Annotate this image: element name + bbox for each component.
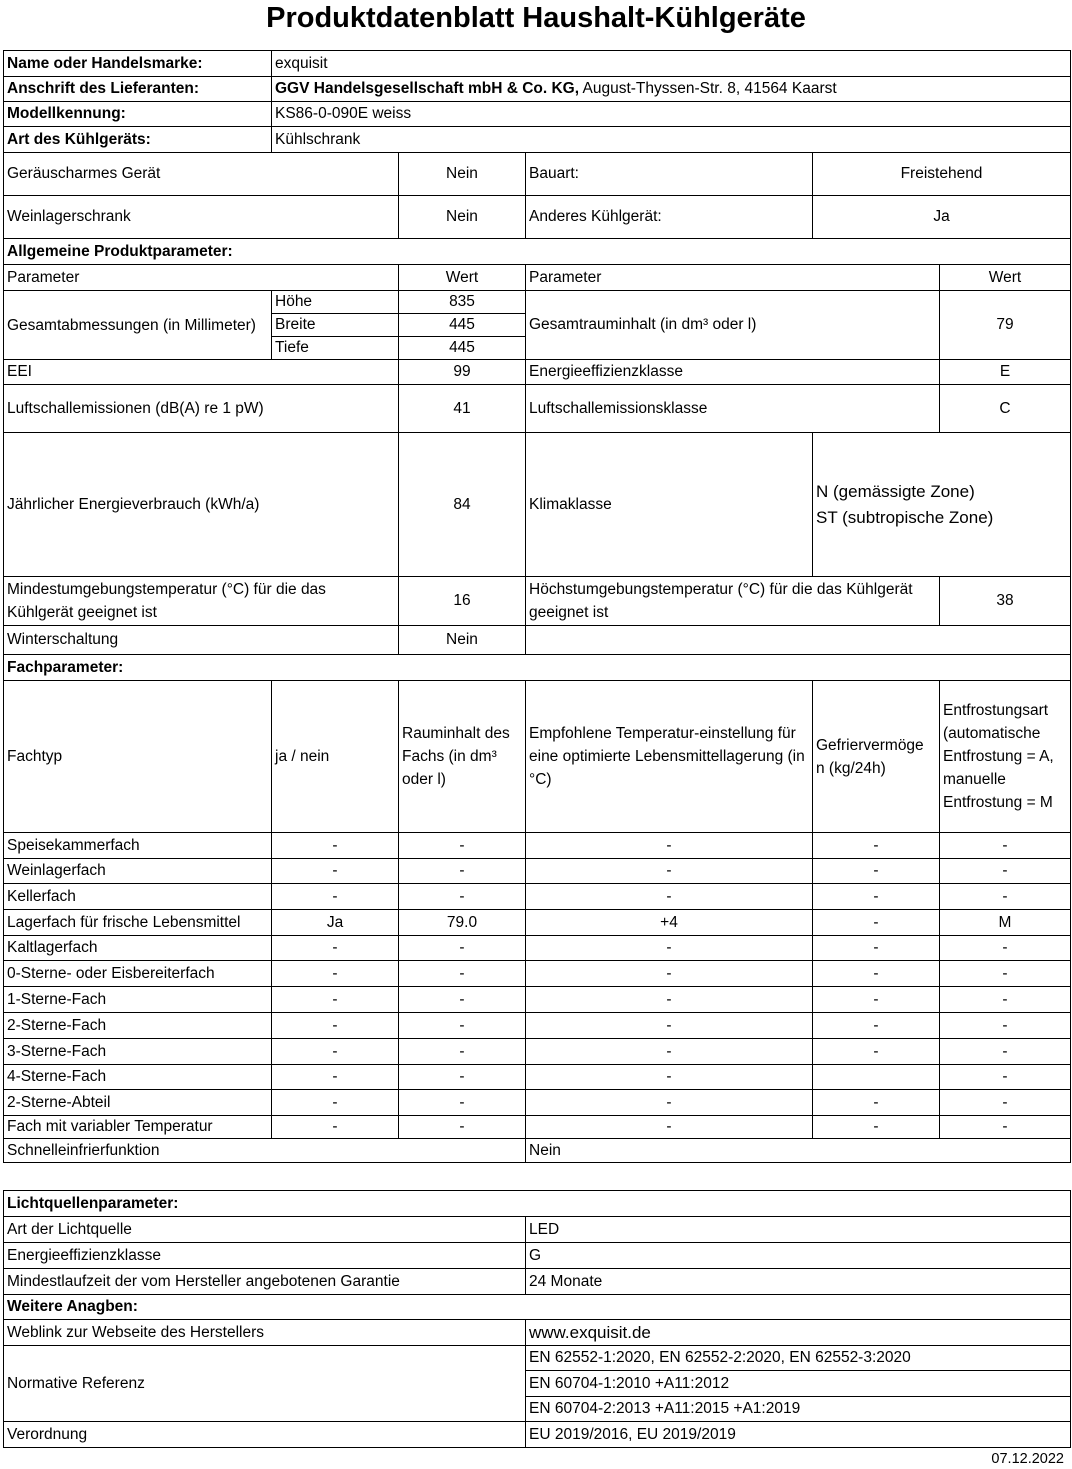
param-header-left: Parameter: [4, 265, 399, 291]
col-header-volume: Rauminhalt des Fachs (in dm³ oder l): [399, 681, 526, 833]
param-header-right: Parameter: [526, 265, 940, 291]
model-label: Modellkennung:: [4, 102, 272, 127]
compartment-value-cell: -: [272, 1090, 399, 1116]
compartment-value-cell: -: [813, 1090, 940, 1116]
compartment-value-cell: 79.0: [399, 910, 526, 936]
compartment-type-cell: 3-Sterne-Fach: [4, 1039, 272, 1065]
compartment-value-cell: -: [526, 1039, 813, 1065]
address-company: GGV Handelsgesellschaft mbH & Co. KG,: [275, 80, 580, 97]
compartment-value-cell: -: [526, 859, 813, 884]
compartment-value-cell: M: [940, 910, 1071, 936]
compartment-type-cell: 0-Sterne- oder Eisbereiterfach: [4, 961, 272, 987]
other-appliance-value: Ja: [813, 196, 1071, 239]
design-value: Freistehend: [813, 153, 1071, 196]
norm-value-2: EN 60704-1:2010 +A11:2012: [526, 1371, 1071, 1397]
compartment-type-cell: 2-Sterne-Fach: [4, 1013, 272, 1039]
compartment-value-cell: -: [526, 1065, 813, 1090]
norm-label: Normative Referenz: [4, 1346, 526, 1422]
compartment-value-cell: -: [940, 961, 1071, 987]
wine-cabinet-label: Weinlagerschrank: [4, 196, 399, 239]
compartment-value-cell: -: [813, 910, 940, 936]
compartment-value-cell: -: [813, 884, 940, 910]
compartment-value-cell: -: [940, 833, 1071, 859]
norm-value-3: EN 60704-2:2013 +A11:2015 +A1:2019: [526, 1397, 1071, 1422]
depth-value: 445: [399, 337, 526, 360]
compartment-value-cell: -: [272, 1039, 399, 1065]
table-row: [4, 1065, 1071, 1090]
low-noise-value: Nein: [399, 153, 526, 196]
height-label: Höhe: [272, 291, 399, 314]
table-row: [4, 859, 1071, 884]
compartment-value-cell: -: [813, 1013, 940, 1039]
compartment-type-cell: 2-Sterne-Abteil: [4, 1090, 272, 1116]
compartment-value-cell: -: [940, 859, 1071, 884]
volume-value: 79: [940, 291, 1071, 360]
col-header-temperature: Empfohlene Temperatur-einstellung für eine optimierte Lebensmittellagerung (in °C): [526, 681, 813, 833]
compartment-value-cell: -: [526, 1013, 813, 1039]
compartment-value-cell: -: [940, 936, 1071, 961]
compartment-value-cell: -: [399, 961, 526, 987]
compartment-value-cell: -: [399, 884, 526, 910]
compartment-rows: [4, 833, 1071, 1139]
table-row: [4, 936, 1071, 961]
col-header-defrost: Entfrostungsart (automatische Entfrostung = A, manuelle Entfrostung = M: [940, 681, 1071, 833]
climate-value: [813, 433, 1071, 577]
address-street: August-Thyssen-Str. 8, 41564 Kaarst: [579, 80, 837, 97]
noise-class-label: Luftschallemissionsklasse: [526, 385, 940, 433]
compartment-value-cell: -: [940, 1065, 1071, 1090]
compartment-value-cell: -: [272, 936, 399, 961]
width-label: Breite: [272, 314, 399, 337]
wine-cabinet-value: Nein: [399, 196, 526, 239]
brand-label: Name oder Handelsmarke:: [4, 51, 272, 77]
compartment-value-cell: -: [813, 1116, 940, 1139]
compartment-value-cell: -: [272, 1013, 399, 1039]
more-heading: Weitere Anagben:: [4, 1295, 1071, 1320]
annual-energy-value: 84: [399, 433, 526, 577]
warranty-label: Mindestlaufzeit der vom Hersteller angebotenen Garantie: [4, 1269, 526, 1295]
compartment-value-cell: -: [940, 1090, 1071, 1116]
compartment-value-cell: -: [399, 1013, 526, 1039]
norm-value-1: EN 62552-1:2020, EN 62552-2:2020, EN 62552-3:2020: [526, 1346, 1071, 1371]
climate-value-2: ST (subtropische Zone): [816, 507, 994, 527]
compartment-value-cell: -: [399, 1116, 526, 1139]
compartment-value-cell: -: [813, 961, 940, 987]
regulation-value: EU 2019/2016, EU 2019/2019: [526, 1422, 1071, 1448]
noise-value: 41: [399, 385, 526, 433]
light-class-value: G: [526, 1243, 1071, 1269]
table-row: [4, 1090, 1071, 1116]
compartment-value-cell: +4: [526, 910, 813, 936]
compartment-value-cell: -: [272, 859, 399, 884]
min-temp-label: Mindestumgebungstemperatur (°C) für die das Kühlgerät geeignet ist: [4, 577, 399, 626]
address-label: Anschrift des Lieferanten:: [4, 77, 272, 102]
climate-value-1: N (gemässigte Zone): [816, 481, 975, 501]
depth-label: Tiefe: [272, 337, 399, 360]
brand-value: exquisit: [272, 51, 1071, 77]
light-table: [3, 1190, 1071, 1448]
compartment-type-cell: Lagerfach für frische Lebensmittel: [4, 910, 272, 936]
eei-label: EEI: [4, 360, 399, 385]
appliance-type-label: Art des Kühlgeräts:: [4, 127, 272, 153]
winter-label: Winterschaltung: [4, 626, 399, 655]
table-row: [4, 910, 1071, 936]
table-row: [4, 1039, 1071, 1065]
compartment-value-cell: -: [272, 833, 399, 859]
compartment-value-cell: -: [399, 833, 526, 859]
table-row: [4, 987, 1071, 1013]
table-row: [4, 884, 1071, 910]
table-row: [4, 1013, 1071, 1039]
compartment-value-cell: -: [399, 1090, 526, 1116]
min-temp-value: 16: [399, 577, 526, 626]
energy-class-value: E: [940, 360, 1071, 385]
width-value: 445: [399, 314, 526, 337]
value-header-right: Wert: [940, 265, 1071, 291]
compartment-value-cell: -: [813, 1039, 940, 1065]
compartment-value-cell: -: [399, 1065, 526, 1090]
eei-value: 99: [399, 360, 526, 385]
low-noise-label: Geräuscharmes Gerät: [4, 153, 399, 196]
light-class-label: Energieeffizienzklasse: [4, 1243, 526, 1269]
table-row: [4, 961, 1071, 987]
max-temp-label: Höchstumgebungstemperatur (°C) für die das Kühlgerät geeignet ist: [526, 577, 940, 626]
compartment-type-cell: Kaltlagerfach: [4, 936, 272, 961]
compartment-value-cell: -: [526, 987, 813, 1013]
compartment-value-cell: -: [526, 1090, 813, 1116]
compartment-type-cell: Fach mit variabler Temperatur: [4, 1116, 272, 1139]
compartment-value-cell: -: [526, 936, 813, 961]
value-header-left: Wert: [399, 265, 526, 291]
compartment-value-cell: -: [399, 859, 526, 884]
warranty-value: 24 Monate: [526, 1269, 1071, 1295]
compartment-value-cell: -: [813, 936, 940, 961]
dimensions-label: Gesamtabmessungen (in Millimeter): [4, 291, 272, 360]
design-label: Bauart:: [526, 153, 813, 196]
compartment-value-cell: -: [272, 1065, 399, 1090]
compartment-value-cell: -: [526, 833, 813, 859]
compartment-value-cell: -: [272, 1116, 399, 1139]
annual-energy-label: Jährlicher Energieverbrauch (kWh/a): [4, 433, 399, 577]
compartment-value-cell: -: [272, 884, 399, 910]
compartment-value-cell: -: [399, 936, 526, 961]
model-value: KS86-0-090E weiss: [272, 102, 1071, 127]
noise-class-value: C: [940, 385, 1071, 433]
compartment-value-cell: -: [940, 1116, 1071, 1139]
page-title: Produktdatenblatt Haushalt-Kühlgeräte: [266, 2, 806, 34]
compartment-type-cell: 4-Sterne-Fach: [4, 1065, 272, 1090]
compartment-type-cell: Speisekammerfach: [4, 833, 272, 859]
document-date: 07.12.2022: [991, 1451, 1064, 1467]
datasheet-table: [3, 50, 1071, 1163]
height-value: 835: [399, 291, 526, 314]
volume-label: Gesamtrauminhalt (in dm³ oder l): [526, 291, 940, 360]
compartment-value-cell: -: [272, 961, 399, 987]
compartment-value-cell: -: [526, 1116, 813, 1139]
table-row: [4, 833, 1071, 859]
climate-label: Klimaklasse: [526, 433, 813, 577]
light-type-value: LED: [526, 1217, 1071, 1243]
fast-freeze-value: Nein: [526, 1139, 1071, 1163]
compartment-value-cell: -: [940, 884, 1071, 910]
noise-label: Luftschallemissionen (dB(A) re 1 pW): [4, 385, 399, 433]
energy-class-label: Energieeffizienzklasse: [526, 360, 940, 385]
table-row: [4, 1116, 1071, 1139]
compartment-value-cell: -: [940, 1013, 1071, 1039]
fast-freeze-label: Schnelleinfrierfunktion: [4, 1139, 526, 1163]
col-header-type: Fachtyp: [4, 681, 272, 833]
compartment-value-cell: -: [526, 884, 813, 910]
empty-cell: [526, 626, 1071, 655]
compartment-type-cell: 1-Sterne-Fach: [4, 987, 272, 1013]
light-heading: Lichtquellenparameter:: [4, 1191, 1071, 1217]
compartment-value-cell: -: [526, 961, 813, 987]
address-value: [272, 77, 1071, 102]
compartment-type-cell: Kellerfach: [4, 884, 272, 910]
compartment-value-cell: -: [399, 987, 526, 1013]
general-heading: Allgemeine Produktparameter:: [4, 239, 1071, 265]
compartment-value-cell: -: [813, 987, 940, 1013]
compartment-value-cell: -: [813, 833, 940, 859]
compartment-value-cell: -: [272, 987, 399, 1013]
weblink-value[interactable]: www.exquisit.de: [526, 1320, 1071, 1346]
appliance-type-value: Kühlschrank: [272, 127, 1071, 153]
col-header-freezing: Gefriervermöge n (kg/24h): [813, 681, 940, 833]
compartment-value-cell: Ja: [272, 910, 399, 936]
compartment-value-cell: -: [940, 987, 1071, 1013]
compartment-type-cell: Weinlagerfach: [4, 859, 272, 884]
compartments-heading: Fachparameter:: [4, 655, 1071, 681]
max-temp-value: 38: [940, 577, 1071, 626]
regulation-label: Verordnung: [4, 1422, 526, 1448]
compartment-value-cell: [813, 1065, 940, 1090]
compartment-value-cell: -: [399, 1039, 526, 1065]
col-header-yes-no: ja / nein: [272, 681, 399, 833]
other-appliance-label: Anderes Kühlgerät:: [526, 196, 813, 239]
winter-value: Nein: [399, 626, 526, 655]
compartment-value-cell: -: [813, 859, 940, 884]
light-type-label: Art der Lichtquelle: [4, 1217, 526, 1243]
weblink-label: Weblink zur Webseite des Herstellers: [4, 1320, 526, 1346]
compartment-value-cell: -: [940, 1039, 1071, 1065]
